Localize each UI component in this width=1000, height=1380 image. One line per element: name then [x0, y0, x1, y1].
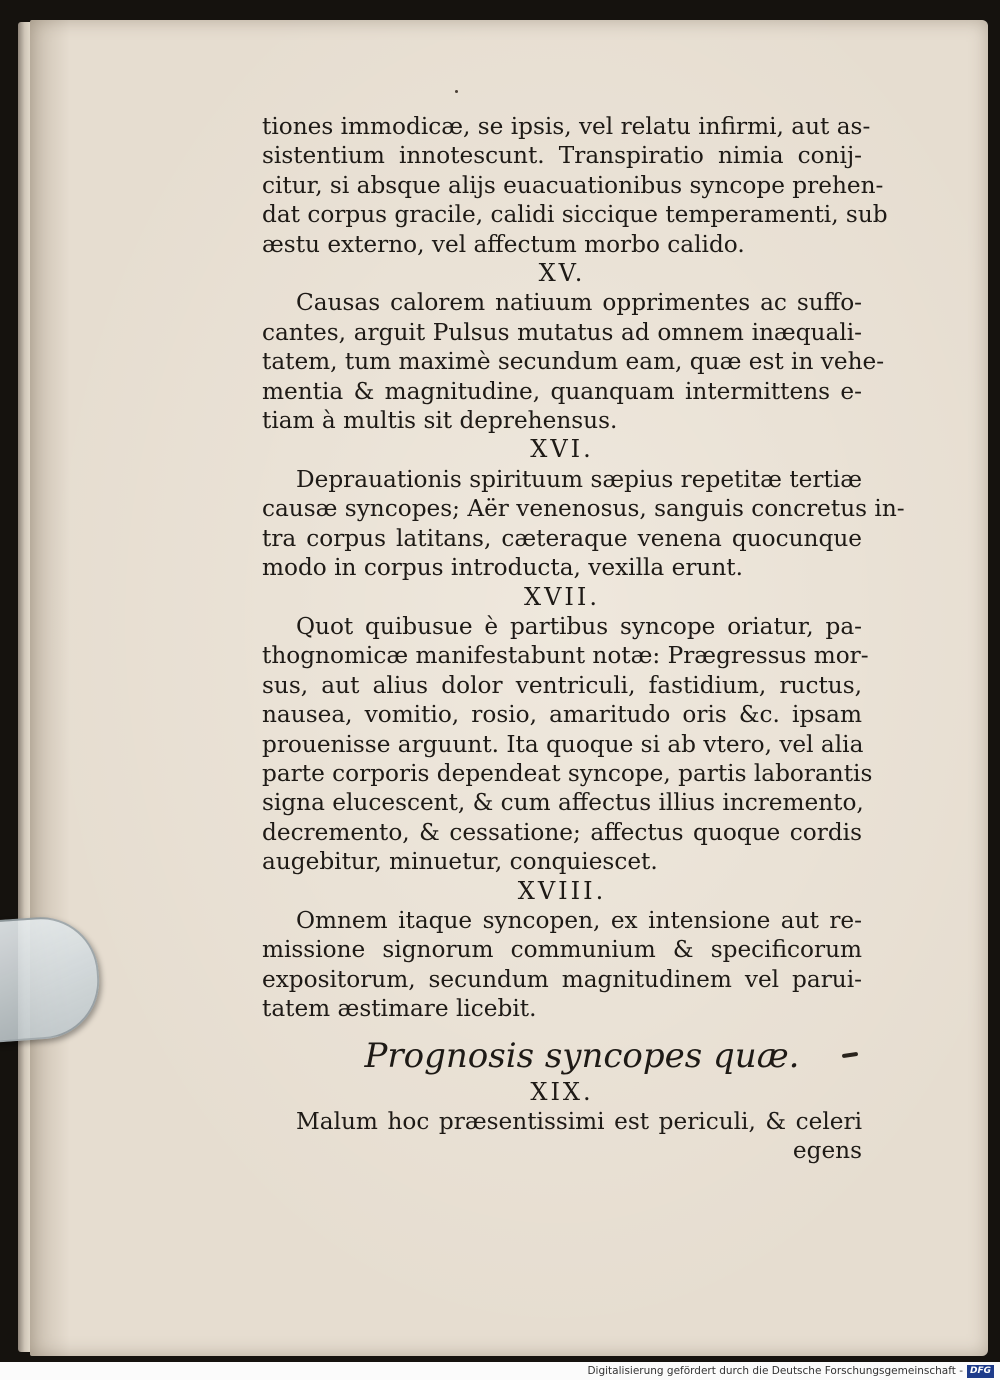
text-line: æstu externo, vel affectum morbo calido. — [262, 230, 745, 258]
text-line: sistentium innotescunt. Transpiratio nimia conij- — [262, 142, 862, 170]
text-line: cantes, arguit Pulsus mutatus ad omnem inæquali- — [262, 318, 862, 346]
section-heading: XV. — [538, 259, 586, 288]
section-heading: XVI. — [530, 435, 594, 464]
text-line: citur, si absque alijs euacuationibus syncope prehen- — [262, 171, 884, 199]
text-line: Omnem itaque syncopen, ex intensione aut re- — [296, 906, 862, 934]
text-line: Deprauationis spirituum sæpius repetitæ tertiæ — [296, 465, 862, 493]
text-line: Quot quibusue è partibus syncope oriatur, pa- — [296, 612, 862, 640]
text-line: augebitur, minuetur, conquiescet. — [262, 848, 658, 876]
text-line: tatem, tum maximè secundum eam, quæ est in vehe- — [262, 348, 885, 376]
section-heading: XVIII. — [517, 876, 607, 905]
text-line: signa elucescent, & cum affectus illius incremento, — [262, 789, 864, 817]
text-line: Malum hoc præsentissimi est periculi, & celeri — [296, 1108, 862, 1135]
text-line: sus, aut alius dolor ventriculi, fastidium, ructus, — [262, 671, 862, 699]
text-line: tatem æstimare licebit. — [262, 995, 537, 1023]
text-line: expositorum, secundum magnitudinem vel parui- — [262, 965, 862, 993]
text-line: prouenisse arguunt. Ita quoque si ab vtero, vel alia — [262, 730, 864, 758]
section-title: Prognosis syncopes quæ. — [364, 1035, 800, 1076]
text-line: parte corporis dependeat syncope, partis laborantis — [262, 759, 873, 787]
text-line: tra corpus latitans, cæteraque venena quocunque — [262, 524, 862, 552]
text-line: causæ syncopes; Aër venenosus, sanguis concretus in- — [262, 495, 905, 523]
text-line: missione signorum communium & specificorum — [262, 936, 862, 964]
text-line: dat corpus gracile, calidi siccique temperamenti, sub — [262, 201, 888, 229]
section-heading: XVII. — [523, 582, 600, 611]
text-line: mentia & magnitudine, quanquam intermittens e- — [262, 377, 862, 405]
text-line: tiones immodicæ, se ipsis, vel relatu infirmi, aut as- — [262, 113, 871, 140]
text-line: modo in corpus introducta, vexilla erunt. — [262, 554, 743, 582]
text-line: thognomicæ manifestabunt notæ: Prægressus mor- — [262, 642, 869, 670]
page-text — [262, 112, 905, 1166]
section-heading: XIX. — [530, 1077, 594, 1106]
text-line: nausea, vomitio, rosio, amaritudo oris &c. ipsam — [262, 701, 862, 729]
catchword: egens — [792, 1137, 862, 1165]
footer-credit: Digitalisierung gefördert durch die Deutsche Forschungsgemeinschaft - — [587, 1365, 963, 1377]
text-line: decremento, & cessatione; affectus quoque cordis — [262, 818, 862, 846]
text-line: tiam à multis sit deprehensus. — [262, 407, 618, 435]
text-line: Causas calorem natiuum opprimentes ac suffo- — [296, 289, 862, 317]
page-mark — [455, 90, 458, 93]
footer-bar — [0, 1362, 1000, 1380]
dfg-logo: DFG — [967, 1365, 994, 1378]
